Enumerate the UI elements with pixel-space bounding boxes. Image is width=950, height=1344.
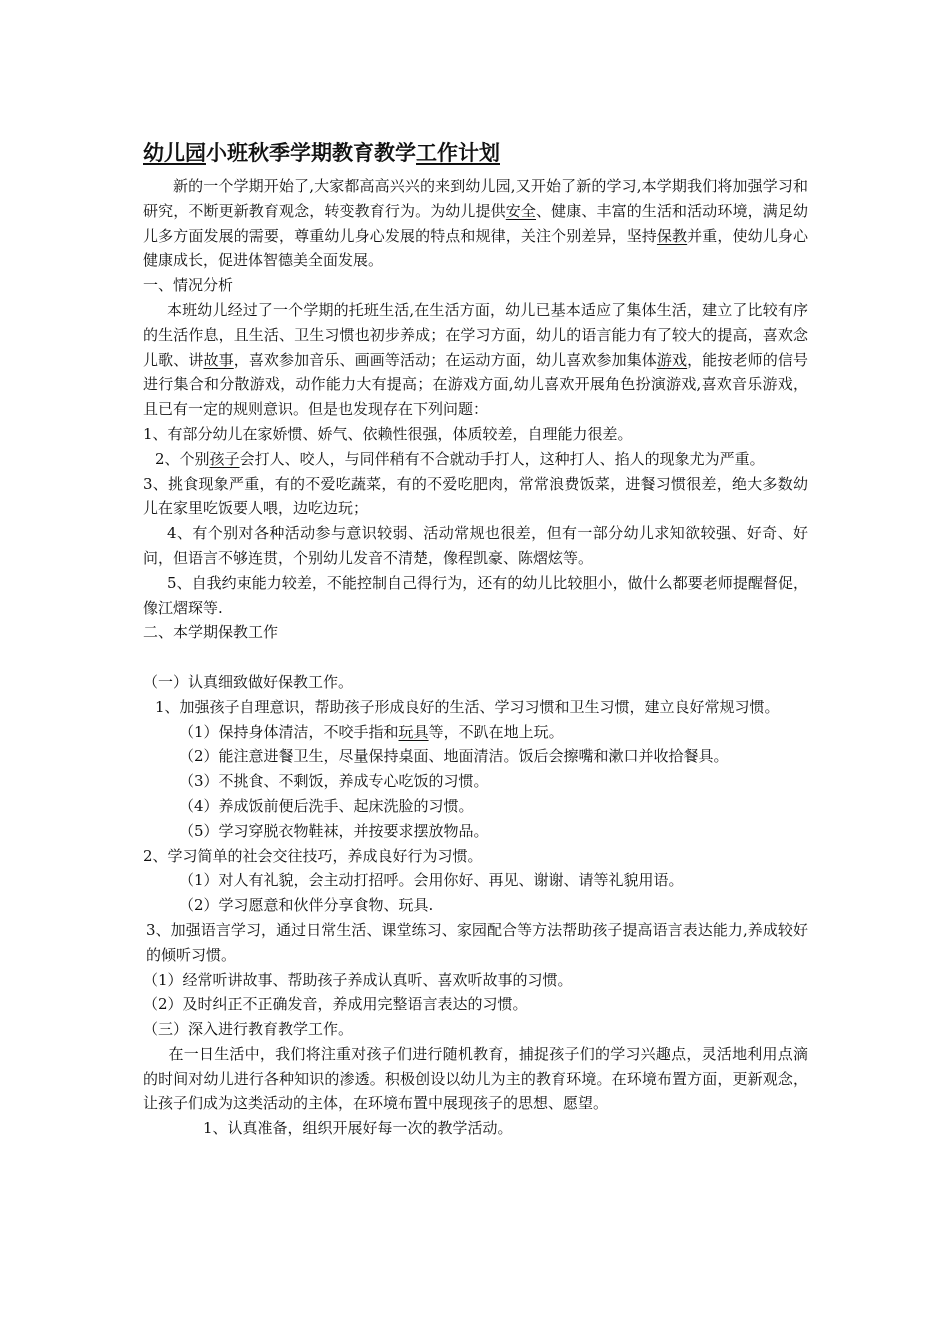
item-1-sub-3: （3）不挑食、不剩饭，养成专心吃饭的习惯。 — [179, 772, 489, 791]
title-link-work-plan[interactable]: 工作计划 — [416, 140, 500, 165]
link-child[interactable]: 孩子 — [209, 449, 240, 468]
problem-2-text-a: 2、个别 — [155, 449, 210, 468]
link-toys[interactable]: 玩具 — [398, 722, 429, 741]
intro-text-c: 并重，使幼儿身心健康成长，促进体智德美全面发展。 — [143, 226, 808, 270]
item-2-sub-2: （2）学习愿意和伙伴分享食物、玩具. — [179, 896, 434, 915]
subsection-3-heading: （三）深入进行教育教学工作。 — [143, 1020, 354, 1039]
problem-1: 1、有部分幼儿在家娇惯、娇气、依赖性很强，体质较差，自理能力很差。 — [143, 424, 633, 443]
section2-heading: 二、本学期保教工作 — [143, 623, 279, 642]
link-care-education[interactable]: 保教 — [656, 226, 688, 245]
item-3-sub-2: （2）及时纠正不正确发音，养成用完整语言表达的习惯。 — [143, 995, 528, 1014]
item-1-sub-2: （2）能注意进餐卫生，尽量保持桌面、地面清洁。饭后会擦嘴和漱口并收拾餐具。 — [179, 747, 729, 766]
subsection-3-paragraph: 在一日生活中，我们将注重对孩子们进行随机教育，捕捉孩子们的学习兴趣点，灵活地利用点滴的时间对幼儿进行各种知识的渗透。积极创设以幼儿为主的教育环境。在环境布置方面，更新观念，让孩子们成为这类活动的主体，在环境布置中展现孩子的思想、愿望。 — [143, 1044, 808, 1113]
title-text: 小班秋季学期教育教学 — [206, 140, 416, 165]
problem-2 — [143, 447, 808, 472]
document-title — [143, 138, 808, 168]
item-2-sub-1: （1）对人有礼貌，会主动打招呼。会用你好、再见、谢谢、请等礼貌用语。 — [179, 871, 684, 890]
item-3: 3、加强语言学习，通过日常生活、课堂练习、家园配合等方法帮助孩子提高语言表达能力,养成较好的倾听习惯。 — [146, 920, 808, 964]
problem-4: 4、有个别对各种活动参与意识较弱、活动常规也很差，但有一部分幼儿求知欲较强、好奇、好问，但语言不够连贯，个别幼儿发音不清楚，像程凯豪、陈熠炫等。 — [143, 524, 808, 567]
link-story[interactable]: 故事 — [203, 350, 234, 369]
title-link-kindergarten[interactable]: 幼儿园 — [143, 140, 206, 165]
link-game[interactable]: 游戏 — [656, 350, 688, 369]
situation-text-b: ，喜欢参加音乐、画画等活动；在运动方面，幼儿喜欢参加集体 — [233, 350, 657, 369]
subsection-3-item-1: 1、认真准备，组织开展好每一次的教学活动。 — [203, 1119, 513, 1138]
link-safety[interactable]: 安全 — [505, 201, 537, 220]
item-1-sub-5: （5）学习穿脱衣物鞋袜，并按要求摆放物品。 — [179, 821, 489, 840]
intro-paragraph — [143, 174, 808, 273]
item-1: 1、加强孩子自理意识，帮助孩子形成良好的生活、学习习惯和卫生习惯，建立良好常规习惯。 — [155, 697, 780, 716]
item-3-sub-1: （1）经常听讲故事、帮助孩子养成认真听、喜欢听故事的习惯。 — [143, 970, 573, 989]
situation-text-a: 本班幼儿经过了一个学期的托班生活,在生活方面，幼儿已基本适应了集体生活，建立了比较有序的生活作息，且生活、卫生习惯也初步养成；在学习方面，幼儿的语言能力有了较大的提高，喜欢念儿歌、讲 — [143, 300, 808, 369]
problem-3: 3、挑食现象严重，有的不爱吃蔬菜，有的不爱吃肥肉，常常浪费饭菜，进餐习惯很差，绝大多数幼儿在家里吃饭要人喂，边吃边玩； — [143, 474, 808, 518]
item-1-sub-1-text-a: （1）保持身体清洁，不咬手指和 — [179, 722, 399, 741]
section1-heading: 一、情况分析 — [143, 276, 234, 295]
document-body — [143, 138, 808, 1141]
subsection-1-heading: （一）认真细致做好保教工作。 — [143, 672, 354, 691]
problem-2-text-b: 会打人、咬人，与同伴稍有不合就动手打人，这种打人、掐人的现象尤为严重。 — [239, 449, 765, 468]
item-1-sub-1 — [143, 720, 808, 745]
intro-text-a: 新的一个学期开始了,大家都高高兴兴的来到幼儿园,又开始了新的学习,本学期我们将加强学习和研究，不断更新教育观念，转变教育行为。为幼儿提供 — [143, 177, 808, 220]
item-1-sub-4: （4）养成饭前便后洗手、起床洗脸的习惯。 — [179, 796, 474, 815]
item-1-sub-1-text-b: 等，不趴在地上玩。 — [428, 722, 564, 741]
item-2: 2、学习简单的社会交往技巧，养成良好行为习惯。 — [143, 846, 483, 865]
problem-5: 5、自我约束能力较差，不能控制自己得行为，还有的幼儿比较胆小，做什么都要老师提醒督促，像江熠琛等. — [143, 573, 808, 617]
intro-text-b: 、健康、丰富的生活和活动环境，满足幼儿多方面发展的需要，尊重幼儿身心发展的特点和规律，关注个别差异，坚持 — [143, 201, 808, 245]
situation-text-c: ，能按老师的信号进行集合和分散游戏，动作能力大有提高；在游戏方面,幼儿喜欢开展角色扮演游戏,喜欢音乐游戏，且已有一定的规则意识。但是也发现存在下列问题： — [143, 350, 808, 419]
situation-paragraph — [143, 298, 808, 422]
blank-line — [143, 645, 808, 670]
